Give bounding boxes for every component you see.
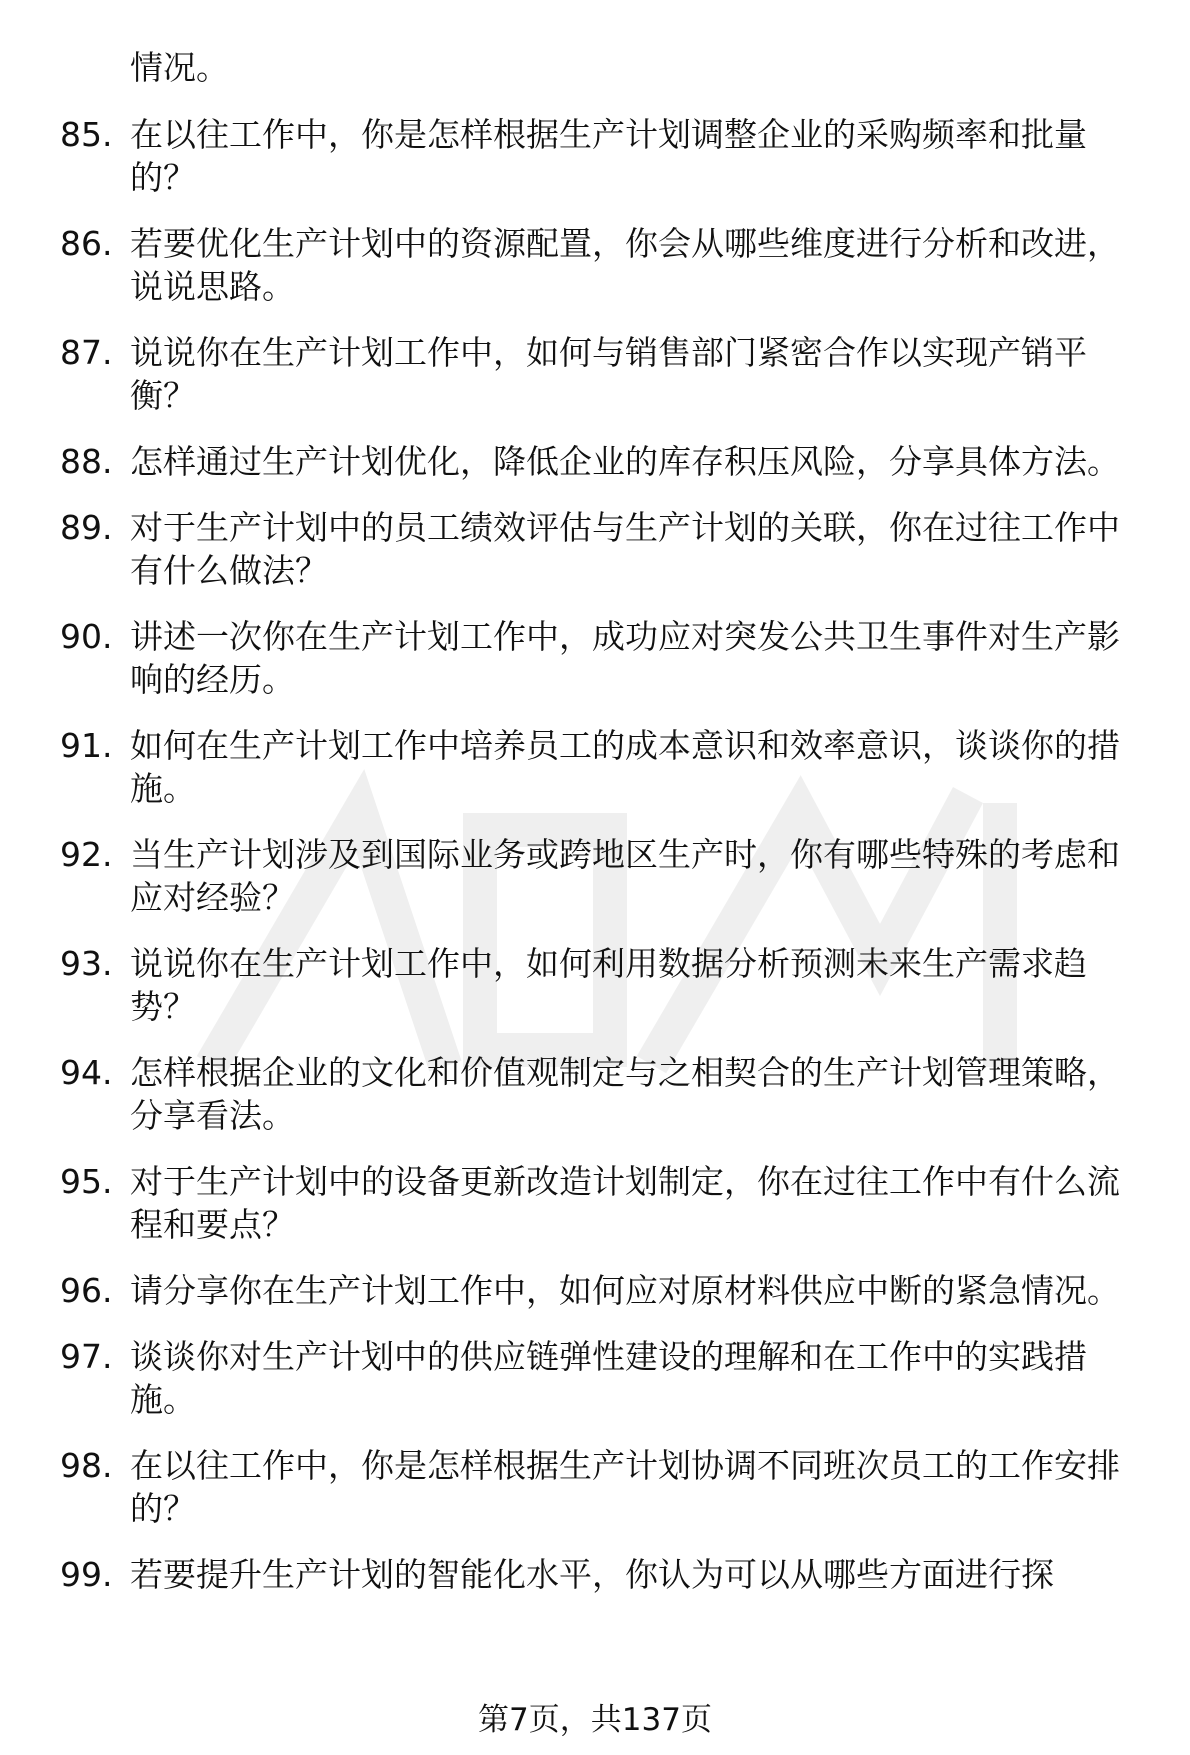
- question-number: 89.: [60, 508, 113, 547]
- question-text: 说说你在生产计划工作中，如何与销售部门紧密合作以实现产销平衡？: [130, 333, 1087, 415]
- question-number: 85.: [60, 115, 113, 154]
- question-text: 在以往工作中，你是怎样根据生产计划调整企业的采购频率和批量的？: [130, 115, 1087, 197]
- question-text: 如何在生产计划工作中培养员工的成本意识和效率意识，谈谈你的措施。: [130, 726, 1120, 808]
- question-list: [60, 46, 1150, 1619]
- question-text: 谈谈你对生产计划中的供应链弹性建设的理解和在工作中的实践措施。: [130, 1337, 1087, 1419]
- question-item: [60, 1553, 1150, 1596]
- question-text: 请分享你在生产计划工作中，如何应对原材料供应中断的紧急情况。: [130, 1271, 1120, 1310]
- question-number: 92.: [60, 835, 113, 874]
- question-item: [60, 615, 1150, 701]
- continued-text: 情况。: [130, 48, 229, 87]
- question-item: [60, 113, 1150, 199]
- question-text: 怎样根据企业的文化和价值观制定与之相契合的生产计划管理策略，分享看法。: [130, 1053, 1120, 1135]
- question-item: [60, 506, 1150, 592]
- question-item: [60, 724, 1150, 810]
- question-number: 95.: [60, 1162, 113, 1201]
- question-item: [60, 331, 1150, 417]
- question-text: 在以往工作中，你是怎样根据生产计划协调不同班次员工的工作安排的？: [130, 1446, 1120, 1528]
- question-item: [60, 1444, 1150, 1530]
- question-number: 86.: [60, 224, 113, 263]
- question-item: [60, 440, 1150, 483]
- question-number: 87.: [60, 333, 113, 372]
- question-number: 97.: [60, 1337, 113, 1376]
- question-number: 91.: [60, 726, 113, 765]
- question-number: 90.: [60, 617, 113, 656]
- question-number: 99.: [60, 1555, 113, 1594]
- question-text: 讲述一次你在生产计划工作中，成功应对突发公共卫生事件对生产影响的经历。: [130, 617, 1120, 699]
- question-item: [60, 1269, 1150, 1312]
- question-text: 当生产计划涉及到国际业务或跨地区生产时，你有哪些特殊的考虑和应对经验？: [130, 835, 1120, 917]
- page-footer: 第7页，共137页: [478, 1702, 712, 1738]
- question-item: [60, 833, 1150, 919]
- question-text: 说说你在生产计划工作中，如何利用数据分析预测未来生产需求趋势？: [130, 944, 1087, 1026]
- question-item: [60, 1051, 1150, 1137]
- question-item: [60, 1335, 1150, 1421]
- question-text: 若要优化生产计划中的资源配置，你会从哪些维度进行分析和改进，说说思路。: [130, 224, 1120, 306]
- question-number: 94.: [60, 1053, 113, 1092]
- question-number: 93.: [60, 944, 113, 983]
- question-text: 若要提升生产计划的智能化水平，你认为可以从哪些方面进行探: [130, 1555, 1054, 1594]
- questions-container: [60, 113, 1150, 1596]
- question-number: 98.: [60, 1446, 113, 1485]
- question-item: [60, 1160, 1150, 1246]
- question-number: 96.: [60, 1271, 113, 1310]
- question-text: 对于生产计划中的设备更新改造计划制定，你在过往工作中有什么流程和要点？: [130, 1162, 1120, 1244]
- question-number: 88.: [60, 442, 113, 481]
- question-item: [60, 942, 1150, 1028]
- question-item: [60, 222, 1150, 308]
- question-text: 对于生产计划中的员工绩效评估与生产计划的关联，你在过往工作中有什么做法？: [130, 508, 1120, 590]
- question-text: 怎样通过生产计划优化，降低企业的库存积压风险，分享具体方法。: [130, 442, 1120, 481]
